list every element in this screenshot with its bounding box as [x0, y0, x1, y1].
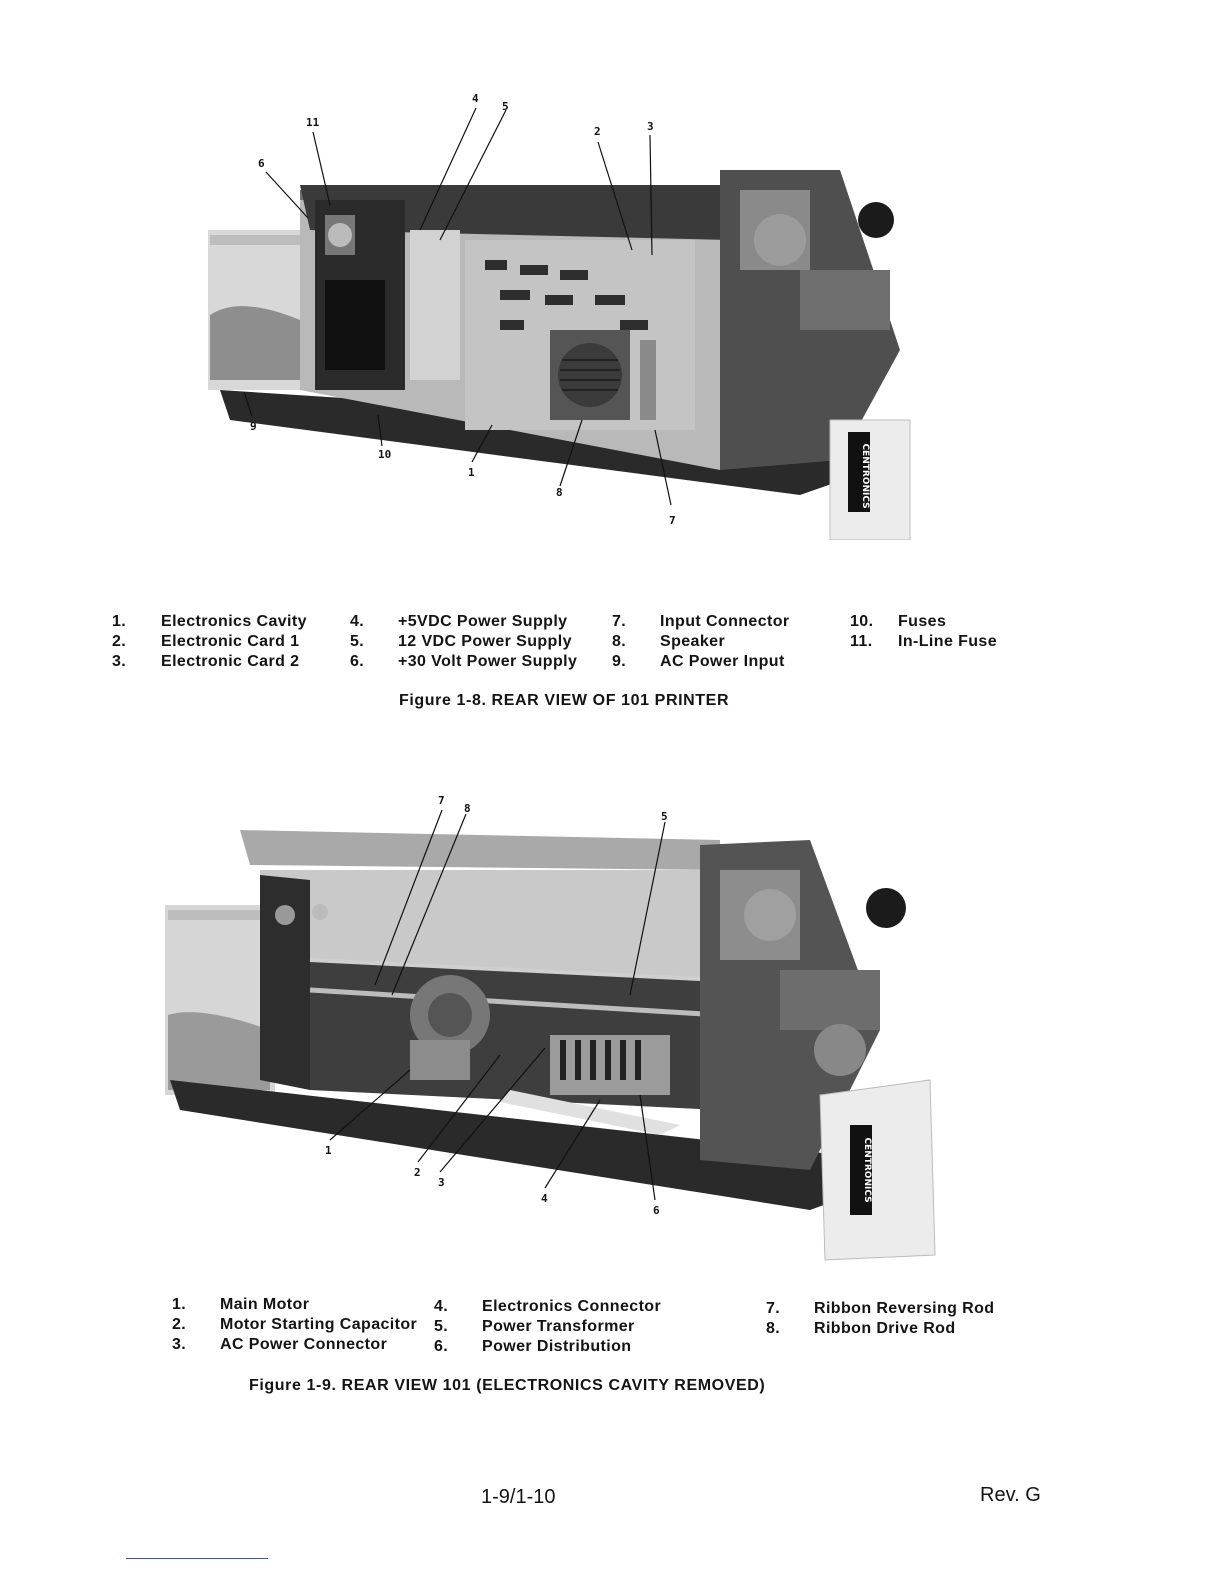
callout-3: 3 [647, 120, 654, 133]
figure-1-8-photo [200, 90, 920, 540]
centronics-label: CENTRONICS [862, 1137, 872, 1203]
callout-7: 7 [669, 514, 676, 527]
callout-6: 6 [258, 157, 265, 170]
callout-5: 5 [502, 100, 509, 113]
figure-1-9-photo [160, 790, 940, 1270]
figure-1-8-caption: Figure 1-8. REAR VIEW OF 101 PRINTER [399, 692, 730, 709]
centronics-label: CENTRONICS [860, 443, 870, 509]
revision-label: Rev. G [980, 1484, 1041, 1506]
divider [126, 1558, 268, 1559]
callout-2: 2 [594, 125, 601, 138]
page-number: 1-9/1-10 [481, 1486, 556, 1508]
callout-8: 8 [556, 486, 563, 499]
callout-10: 10 [378, 448, 392, 461]
callout-3: 3 [438, 1176, 445, 1189]
figure-1-9-legend: 1. Main Motor 2. Motor Starting Capacitor 3. AC Power Connector 4. Electronics Connector 5. Power Transformer 6. Power Distribution 7. Ribbon Reversing Rod 8. Ribbon Drive Rod [172, 1296, 995, 1355]
callout-2: 2 [414, 1166, 421, 1179]
callout-4: 4 [541, 1192, 548, 1205]
callout-9: 9 [250, 420, 257, 433]
figure-1-8-legend: 1. Electronics Cavity 2. Electronic Card 1 3. Electronic Card 2 4. +5VDC Power Supply 5. 12 VDC Power Supply 6. +30 Volt Power Supply 7. Input Connector 8. Speaker 9. AC Power Input 10. Fuses 11. In-Line Fuse [112, 613, 998, 670]
callout-8: 8 [464, 802, 471, 815]
callout-1: 1 [325, 1144, 332, 1157]
callout-11: 11 [306, 116, 320, 129]
callout-5: 5 [661, 810, 668, 823]
callout-6: 6 [653, 1204, 660, 1217]
callout-4: 4 [472, 92, 479, 105]
callout-1: 1 [468, 466, 475, 479]
callout-7: 7 [438, 794, 445, 807]
figure-1-9-caption: Figure 1-9. REAR VIEW 101 (ELECTRONICS CAVITY REMOVED) [249, 1377, 766, 1394]
